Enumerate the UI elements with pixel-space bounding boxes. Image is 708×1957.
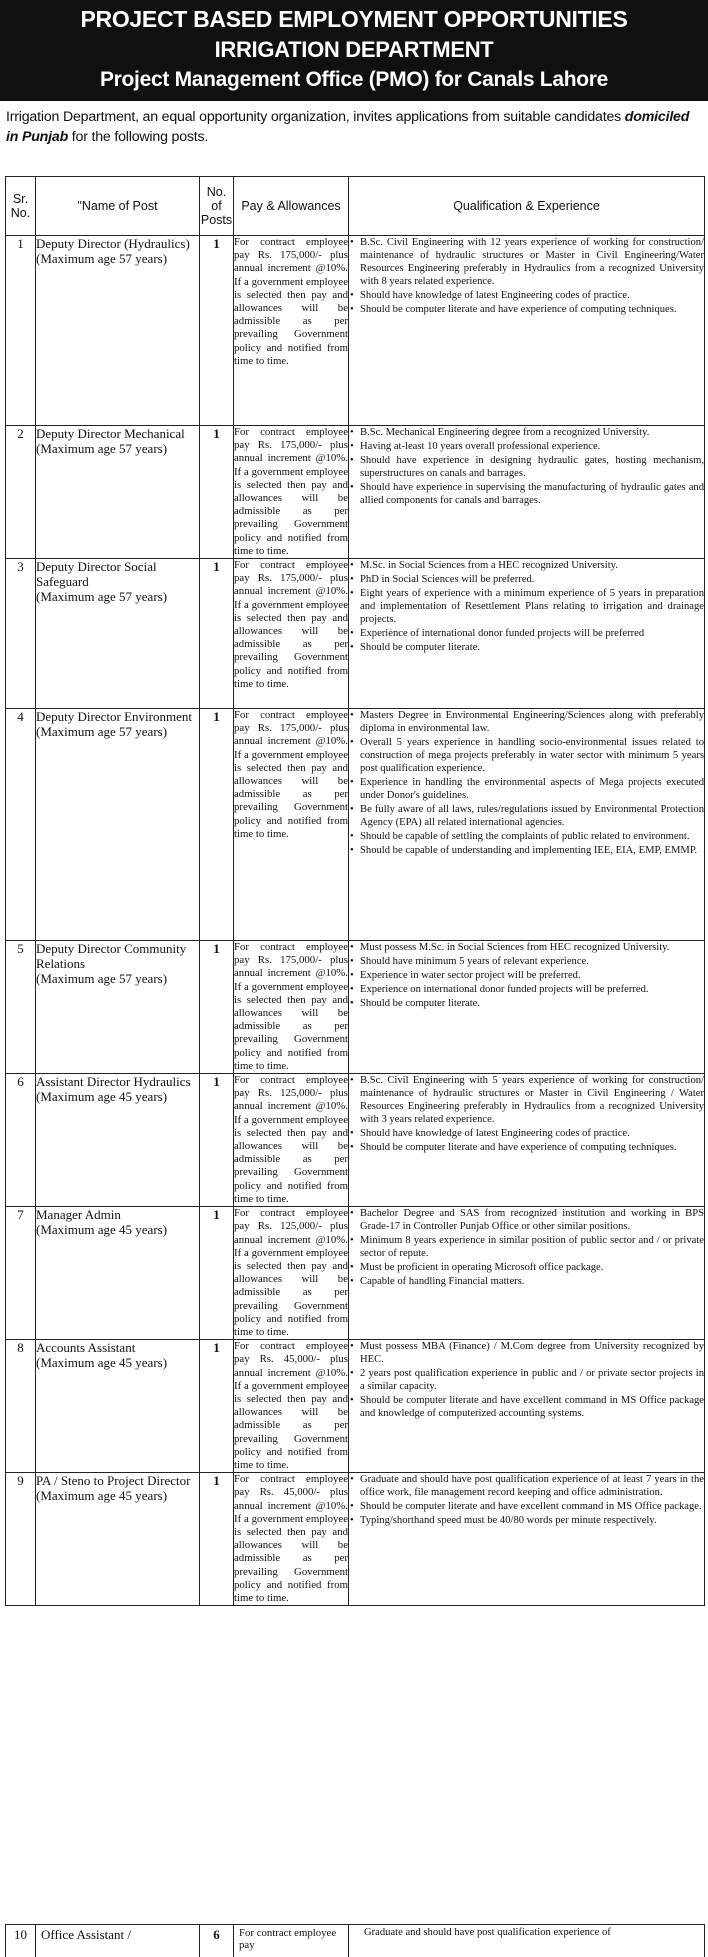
sr-no: 3: [6, 559, 36, 709]
qualification-item: • Having at-least 10 years overall professional experience.: [360, 440, 704, 453]
header-no-of-posts: No. of Posts: [200, 177, 234, 236]
qualification-cell: [349, 1340, 705, 1473]
post-count: 1: [200, 1207, 234, 1340]
post-max-age: (Maximum age 57 years): [36, 251, 199, 266]
qualification-item: • B.Sc. Mechanical Engineering degree from a recognized University.: [360, 426, 704, 439]
pay-text: For contract employee pay Rs. 175,000/- plus annual increment @10%. If a government employee is selected then pay and allowances will be admissible as per prevailing Government policy and notified from time to time.: [234, 709, 349, 941]
post-name: PA / Steno to Project Director: [36, 1473, 199, 1488]
qualification-cell: [349, 236, 705, 426]
post-count: 1: [200, 236, 234, 426]
post-cell: [36, 1340, 200, 1473]
qualification-item: • Experience of international donor funded projects will be preferred: [360, 627, 704, 640]
table-row: [6, 709, 705, 941]
table-row: [6, 941, 705, 1074]
post-max-age: (Maximum age 57 years): [36, 441, 199, 456]
qualification-item: • Experience in handling the environmental aspects of Mega projects executed under Donor's guidelines.: [360, 776, 704, 802]
qualification-item: • Typing/shorthand speed must be 40/80 words per minute respectively.: [360, 1514, 704, 1527]
qualification-cell: [349, 1074, 705, 1207]
pay-text: For contract employee pay Rs. 175,000/- plus annual increment @10%. If a government employee is selected then pay and allowances will be admissible as per prevailing Government policy and notified from time to time.: [234, 236, 349, 426]
post-max-age: (Maximum age 45 years): [36, 1222, 199, 1237]
sr-no: 2: [6, 426, 36, 559]
qualification-item: • Should have minimum 5 years of relevant experience.: [360, 955, 704, 968]
post-count: 1: [200, 1473, 234, 1606]
post-name: Assistant Director Hydraulics: [36, 1074, 199, 1089]
post-cell: [36, 236, 200, 426]
pay-text: For contract employee pay Rs. 175,000/- plus annual increment @10%. If a government employee is selected then pay and allowances will be admissible as per prevailing Government policy and notified from time to time.: [234, 426, 349, 559]
post-count: 6: [200, 1925, 234, 1957]
pay-text: For contract employee pay Rs. 125,000/- plus annual increment @10%. If a government employee is selected then pay and allowances will be admissible as per prevailing Government policy and notified from time to time.: [234, 1207, 349, 1340]
qualification-item: • Should be computer literate and have excellent command in MS Office package.: [360, 1500, 704, 1513]
post-max-age: (Maximum age 57 years): [36, 589, 199, 604]
qualification-item: • M.Sc. in Social Sciences from a HEC recognized University.: [360, 559, 704, 572]
header-qualification: Qualification & Experience: [349, 177, 705, 236]
table-header-row: [6, 177, 705, 236]
qualification-list: [349, 559, 704, 654]
header-department: IRRIGATION DEPARTMENT: [0, 37, 708, 63]
table-row: [6, 1473, 705, 1606]
post-cell: [36, 709, 200, 941]
qualification-text: Graduate and should have post qualification experience of: [349, 1925, 705, 1957]
qualification-list: [349, 426, 704, 507]
qualification-list: [349, 709, 704, 857]
qualification-item: • Graduate and should have post qualification experience of at least 7 years in the office work, file management record keeping and office administration.: [360, 1473, 704, 1499]
table-row: [6, 1925, 705, 1957]
qualification-cell: [349, 709, 705, 941]
qualification-item: • Bachelor Degree and SAS from recognized institution and working in BPS Grade-17 in Controller Punjab Office or other similar positions.: [360, 1207, 704, 1233]
pay-text: For contract employee pay Rs. 175,000/- plus annual increment @10%. If a government employee is selected then pay and allowances will be admissible as per prevailing Government policy and notified from time to time.: [234, 941, 349, 1074]
sr-no: 7: [6, 1207, 36, 1340]
qualification-cell: [349, 941, 705, 1074]
qualification-item: • Must be proficient in operating Microsoft office package.: [360, 1261, 704, 1274]
advert-header: [0, 0, 708, 101]
table-row: [6, 1340, 705, 1473]
post-name: Deputy Director (Hydraulics): [36, 236, 199, 251]
qualification-list: [349, 1340, 704, 1420]
qualification-item: • Experience in water sector project will be preferred.: [360, 969, 704, 982]
qualification-item: • Should have knowledge of latest Engineering codes of practice.: [360, 1127, 704, 1140]
qualification-item: • Eight years of experience with a minimum experience of 5 years in preparation and implementation of Resettlement Plans relating to irrigation and drainage projects.: [360, 587, 704, 626]
posts-table: [5, 176, 705, 1606]
qualification-item: • Capable of handling Financial matters.: [360, 1275, 704, 1288]
qualification-list: [349, 1473, 704, 1527]
qualification-item: • Should be computer literate and have excellent command in MS Office package and knowledge of computerized accounting systems.: [360, 1394, 704, 1420]
qualification-cell: [349, 426, 705, 559]
header-title: PROJECT BASED EMPLOYMENT OPPORTUNITIES: [0, 6, 708, 33]
header-pay-allowances: Pay & Allowances: [234, 177, 349, 236]
qualification-item: • Overall 5 years experience in handling socio-environmental issues related to construction of mega projects preferably in water sector with minimum 5 years post qualification experience.: [360, 736, 704, 775]
post-max-age: (Maximum age 45 years): [36, 1488, 199, 1503]
post-max-age: (Maximum age 57 years): [36, 724, 199, 739]
post-cell: [36, 1074, 200, 1207]
pay-text: For contract employee pay: [234, 1925, 349, 1957]
sr-no: 10: [6, 1925, 36, 1957]
qualification-item: • Experience on international donor funded projects will be preferred.: [360, 983, 704, 996]
table-row: [6, 1207, 705, 1340]
qualification-list: [349, 1074, 704, 1154]
header-sr-no: Sr. No.: [6, 177, 36, 236]
sr-no: 5: [6, 941, 36, 1074]
pay-text: For contract employee pay Rs. 45,000/- plus annual increment @10%. If a government employee is selected then pay and allowances will be admissible as per prevailing Government policy and notified from time to time.: [234, 1340, 349, 1473]
qualification-item: • Should be computer literate.: [360, 641, 704, 654]
post-cell: [36, 1207, 200, 1340]
pay-text: For contract employee pay Rs. 175,000/- plus annual increment @10%. If a government employee is selected then pay and allowances will be admissible as per prevailing Government policy and notified from time to time.: [234, 559, 349, 709]
post-count: 1: [200, 1074, 234, 1207]
post-max-age: (Maximum age 45 years): [36, 1355, 199, 1370]
sr-no: 1: [6, 236, 36, 426]
post-cell: [36, 941, 200, 1074]
qualification-item: • 2 years post qualification experience in public and / or private sector projects in a similar capacity.: [360, 1367, 704, 1393]
post-cell: [36, 559, 200, 709]
post-name: Accounts Assistant: [36, 1340, 199, 1355]
qualification-item: • B.Sc. Civil Engineering with 12 years experience of working for construction/ maintenance of hydraulic structures or Master in Civil Engineering/Water Resources Engineering preferably in Hydraulics from a recognized University with 8 years related experience.: [360, 236, 704, 288]
qualification-item: • Masters Degree in Environmental Engineering/Sciences along with preferably diploma in environmental law.: [360, 709, 704, 735]
post-count: 1: [200, 709, 234, 941]
qualification-item: • Should be computer literate.: [360, 997, 704, 1010]
post-max-age: (Maximum age 57 years): [36, 971, 199, 986]
post-name: Deputy Director Environment: [36, 709, 199, 724]
post-count: 1: [200, 941, 234, 1074]
cut-off-row: [5, 1924, 704, 1944]
post-max-age: (Maximum age 45 years): [36, 1089, 199, 1104]
qualification-cell: [349, 1207, 705, 1340]
qualification-item: • Should be computer literate and have experience of computing techniques.: [360, 303, 704, 316]
qualification-list: [349, 236, 704, 316]
qualification-item: • Should have knowledge of latest Engineering codes of practice.: [360, 289, 704, 302]
sr-no: 9: [6, 1473, 36, 1606]
qualification-cell: [349, 559, 705, 709]
intro-text: Irrigation Department, an equal opportunity organization, invites applications from suitable candidates: [6, 109, 625, 125]
qualification-item: • Minimum 8 years experience in similar position of public sector and / or private sector of repute.: [360, 1234, 704, 1260]
intro-emphasis: domiciled in Punjab: [6, 109, 689, 145]
header-name-of-post: "Name of Post: [36, 177, 200, 236]
post-count: 1: [200, 426, 234, 559]
post-count: 1: [200, 559, 234, 709]
qualification-item: • Should have experience in supervising the manufacturing of hydraulic gates and allied components for canals and barrages.: [360, 481, 704, 507]
pay-text: For contract employee pay Rs. 45,000/- plus annual increment @10%. If a government employee is selected then pay and allowances will be admissible as per prevailing Government policy and notified from time to time.: [234, 1473, 349, 1606]
sr-no: 4: [6, 709, 36, 941]
sr-no: 8: [6, 1340, 36, 1473]
qualification-item: • Should be computer literate and have experience of computing techniques.: [360, 1141, 704, 1154]
table-row: [6, 559, 705, 709]
table-row: [6, 1074, 705, 1207]
qualification-item: • Should be capable of understanding and implementing IEE, EIA, EMP, EMMP.: [360, 844, 704, 857]
qualification-item: • Should have experience in designing hydraulic gates, hosting mechanism, superstructures on canals and barrages.: [360, 454, 704, 480]
post-name: Deputy Director Social Safeguard: [36, 559, 199, 589]
table-row: [6, 236, 705, 426]
post-name: Manager Admin: [36, 1207, 199, 1222]
qualification-item: • Should be capable of settling the complaints of public related to environment.: [360, 830, 704, 843]
qualification-list: [349, 1207, 704, 1288]
qualification-item: • Must possess MBA (Finance) / M.Com degree from University recognized by HEC.: [360, 1340, 704, 1366]
qualification-list: [349, 941, 704, 1010]
post-name: Deputy Director Community Relations: [36, 941, 199, 971]
pay-text: For contract employee pay Rs. 125,000/- plus annual increment @10%. If a government employee is selected then pay and allowances will be admissible as per prevailing Government policy and notified from time to time.: [234, 1074, 349, 1207]
post-cell: [36, 1473, 200, 1606]
qualification-item: • B.Sc. Civil Engineering with 5 years experience of working for construction/ maintenance of hydraulic structures or Master in Civil Engineering / Water Resources Engineering preferably in Hydraulics from a recognized University with 3 years related experience.: [360, 1074, 704, 1126]
post-cell: [36, 426, 200, 559]
qualification-item: • Be fully aware of all laws, rules/regulations issued by Environmental Protection Agency (EPA) all related international agencies.: [360, 803, 704, 829]
post-name: Office Assistant /: [36, 1925, 200, 1957]
qualification-item: • PhD in Social Sciences will be preferred.: [360, 573, 704, 586]
post-count: 1: [200, 1340, 234, 1473]
intro-text-end: for the following posts.: [68, 129, 208, 145]
qualification-item: • Must possess M.Sc. in Social Sciences from HEC recognized University.: [360, 941, 704, 954]
table-row: [6, 426, 705, 559]
intro-paragraph: [6, 107, 702, 147]
header-office: Project Management Office (PMO) for Canals Lahore: [0, 68, 708, 92]
post-name: Deputy Director Mechanical: [36, 426, 199, 441]
qualification-cell: [349, 1473, 705, 1606]
sr-no: 6: [6, 1074, 36, 1207]
